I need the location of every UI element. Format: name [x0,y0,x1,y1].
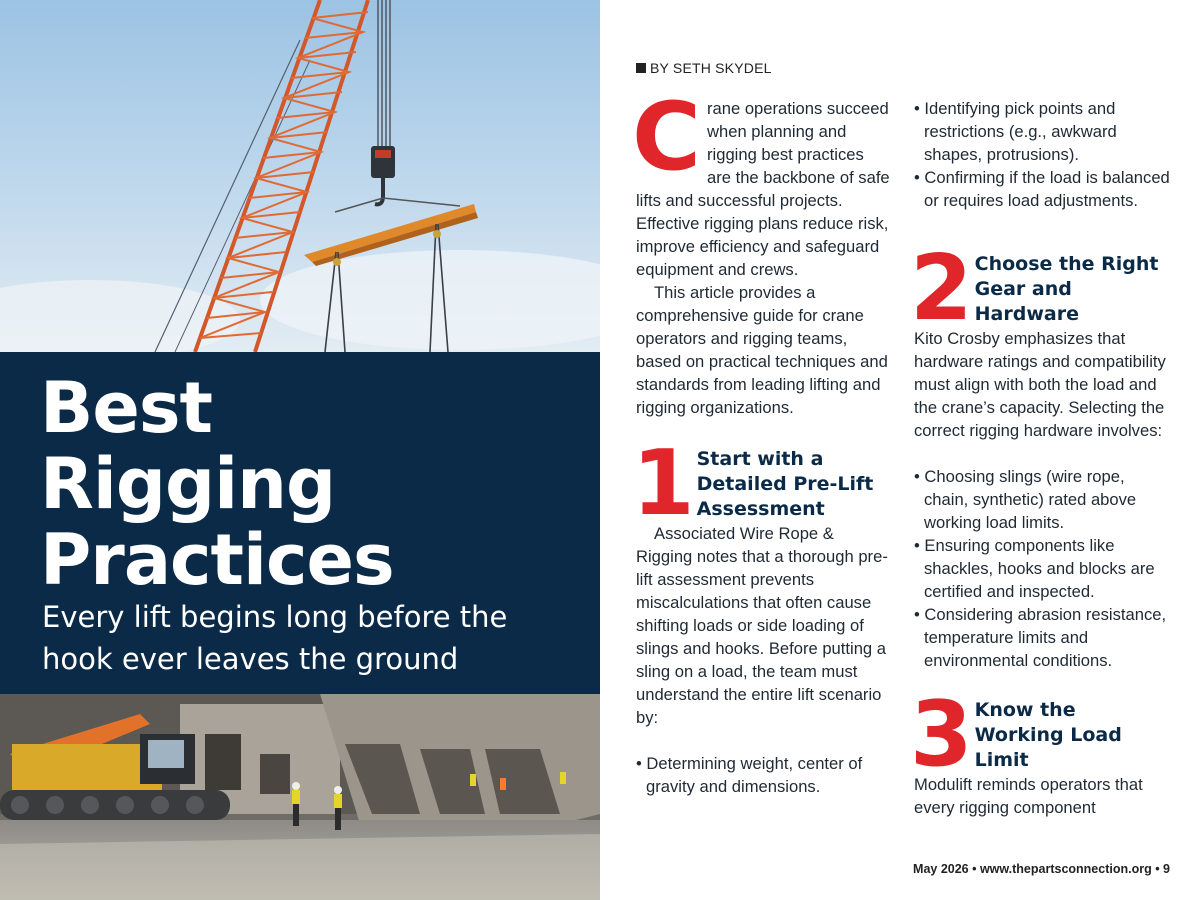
column-right [910,97,1170,819]
section-body: Modulift reminds operators that every rigging component [914,775,1143,817]
byline-square-icon [636,63,646,73]
list-item: • Identifying pick points and restrictions (e.g., awkward shapes, protrusions). [914,99,1117,164]
section-body: Kito Crosby emphasizes that hardware ratings and compatibility must align with both the load and the crane’s capacity. Selecting the correct rigging hardware involves: [914,329,1166,440]
section-1 [632,431,890,798]
column-left [632,83,890,798]
section-number: 2 [910,236,969,341]
section-number: 1 [632,431,691,536]
section-heading: Start with a Detailed Pre-Lift Assessment [696,448,874,520]
page-footer: May 2026 • www.thepartsconnection.org • 9 [913,862,1170,876]
byline-text: BY SETH SKYDEL [650,60,772,76]
intro [632,83,890,419]
section-2 [910,236,1170,672]
title-line-3: Practices [40,519,394,601]
section-heading: Choose the Right Gear and Hardware [974,253,1159,325]
page-title [40,367,394,601]
byline [636,60,772,76]
drop-cap: C [632,83,701,192]
construction-site-photo [0,694,600,900]
list-item: • Determining weight, center of gravity and dimensions. [636,754,863,796]
section-body: Associated Wire Rope & Rigging notes that a thorough pre-lift assessment prevents miscalculations that often cause shifting loads or side loading of slings and hooks. Before putting a sling on a load, the team must understand the entire lift scenario by: [636,524,888,727]
list-item: • Considering abrasion resistance, temperature limits and environmental conditions. [914,605,1167,670]
title-line-1: Best [40,367,212,449]
title-line-2: Rigging [40,443,336,525]
section-heading: Know the Working Load Limit [974,699,1122,771]
intro-paragraph-2: This article provides a comprehensive guide for crane operators and rigging teams, based on practical techniques and standards from leading lifting and rigging organizations. [636,283,888,417]
section-number: 3 [910,682,969,787]
crane-sky-photo [0,0,600,352]
list-item: • Confirming if the load is balanced or requires load adjustments. [914,168,1170,210]
section-3 [910,682,1170,819]
list-item: • Ensuring components like shackles, hooks and blocks are certified and inspected. [914,536,1155,601]
page-subtitle: Every lift begins long before the hook ever leaves the ground [42,600,508,676]
intro-paragraph-1: rane operations succeed when planning and rigging best practices are the backbone of safe lifts and successful projects. Effective rigging plans reduce risk, improve efficiency and safeguard equipment and crews. [636,99,890,279]
list-item: • Choosing slings (wire rope, chain, synthetic) rated above working load limits. [914,467,1137,532]
